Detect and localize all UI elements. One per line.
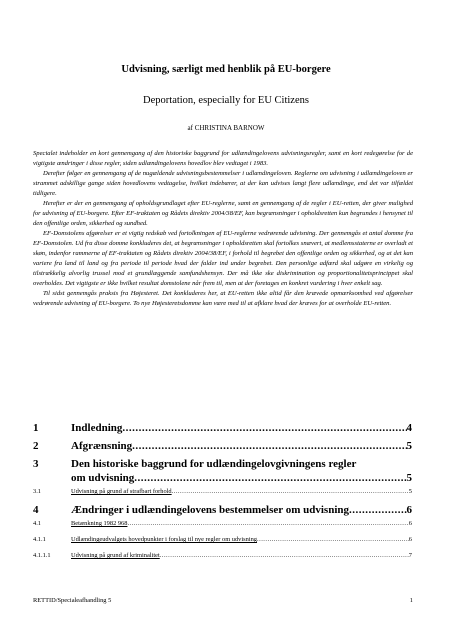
toc-entry[interactable] [33, 519, 412, 528]
toc-page: 5 [406, 440, 412, 452]
toc-number: 4.1.1 [33, 536, 46, 543]
toc-number: 3 [33, 458, 39, 470]
footer-source: RETTID/Specialeafhandling 5 [33, 597, 112, 604]
toc-leader [127, 519, 408, 528]
toc-page: 6 [406, 504, 412, 516]
footer-page-number: 1 [409, 597, 413, 604]
toc-text: Udvisning på grund af kriminalitet [71, 552, 160, 559]
toc-page: 6 [408, 536, 412, 543]
toc-number: 3.1 [33, 488, 41, 495]
toc-leader [349, 503, 407, 517]
title-danish: Udvisning, særligt med henblik på EU-borgere [121, 64, 331, 75]
toc-page: 7 [408, 552, 412, 559]
toc-text: Betænkning 1982 968 [71, 520, 128, 527]
toc-entry[interactable] [33, 551, 412, 560]
toc-page: 5 [408, 488, 412, 495]
abstract-paragraph: Specialet indeholder en kort gennemgang af den historiske baggrund for udlændingelovens udvisningsregler, samt en kort redegørelse for de vigtigste ændringer i disse regler, siden udlændingelovens hovedlov blev vedtaget i 1983. [33, 150, 413, 167]
abstract-paragraph: Til sidst gennemgås praksis fra Højesteret. Det konkluderes her, at EU-retten ikke altid får den krævede opmærksomhed ved afgørelser vedrørende udvisning af EU-borgere. To nye Højesteretsdomme kan være med til at afklare hvad der kræves for at overholde EU-retten. [33, 290, 413, 307]
abstract-paragraph: Derefter følger en gennemgang af de nugældende udvisningsbestemmelser i udlændingeloven. Reglerne om udvisning i udlændingeloven er strammet adskillige gange siden hovedlovens vedtagelse, hvilket indebærer, at der kan udvises langt flere udlændinge, end det var tilfældet tidligere. [33, 170, 413, 197]
toc-text: Indledning [71, 422, 123, 434]
toc-page: 4 [406, 422, 412, 434]
toc-number: 2 [33, 440, 39, 452]
toc-entry[interactable] [33, 439, 412, 453]
toc-leader [172, 487, 409, 496]
toc-entry[interactable] [33, 457, 412, 471]
toc-entry-continued[interactable] [71, 471, 412, 485]
abstract [33, 149, 413, 309]
toc-number: 1 [33, 422, 39, 434]
abstract-paragraph: Herefter er der en gennemgang af opholdsgrundlaget efter EU-reglerne, samt en gennemgang af de regler i EU-retten, der giver mulighed for udvisning af EU-borgere. Efter EF-traktaten og Rådets direktiv 2004/38/EF, kan begrænsninger i opholdsretten kun begrundes i hensynet til den offentlige orden, sikkerhed og sundhed. [33, 200, 413, 227]
toc-entry[interactable] [33, 503, 412, 517]
toc-text: Afgrænsning [71, 440, 133, 452]
toc-text: Ændringer i udlændingelovens bestemmelser om udvisning [71, 504, 349, 516]
toc-entry[interactable] [33, 421, 412, 435]
author-line: af CHRISTINA BARNOW [187, 124, 265, 132]
title-english: Deportation, especially for EU Citizens [143, 95, 309, 106]
toc-leader [122, 421, 406, 435]
toc-leader [134, 471, 406, 485]
toc-text: om udvisning [71, 472, 135, 484]
toc-leader [257, 535, 409, 544]
toc-text: Den historiske baggrund for udlændingelovgivningens regler [71, 458, 357, 470]
toc-entry[interactable] [33, 535, 412, 544]
toc-text: Udvisning på grund af strafbart forhold [71, 488, 172, 495]
abstract-paragraph: EF-Domstolens afgørelser er et vigtig redskab ved fortolkningen af EU-reglerne vedrørende udvisning. Der gennemgås et antal domme fra EF-Domstolen. Ud fra disse domme konkluderes det, at begrænsninger i opholdsretten skal fortolkes snævert, at medlemsstaterne er overladt et skøn, indenfor rammerne af EF-traktaten og Rådets direktiv 2004/38/EF, i forhold til begrebet den offentlige orden og sikkerhed, og at det kan variere fra land til land og fra periode til periode hvad der falder ind under begrebet. Den personlige adfærd skal udgøre en virkelig og tilstrækkelig alvorlig trussel mod et grundlæggende samfundshensyn. Der må ikke ske diskrimination og proportionalitetsprincippet skal overholdes. Det vigtigste er ikke hvilket resultat domstolene når frem til, men at der foretages en konkret vurdering i hver enkelt sag. [33, 230, 413, 287]
toc-page: 5 [406, 472, 412, 484]
toc-number: 4 [33, 504, 39, 516]
page-footer [33, 597, 413, 604]
toc-page: 6 [408, 520, 412, 527]
toc-text: Udlændingeudvalgets hovedpunkter i forslag til nye regler om udvisning [71, 536, 258, 543]
toc-entry[interactable] [33, 487, 412, 496]
toc-leader [132, 439, 406, 453]
toc-number: 4.1.1.1 [33, 552, 51, 559]
toc-number: 4.1 [33, 520, 41, 527]
toc-leader [160, 551, 409, 560]
